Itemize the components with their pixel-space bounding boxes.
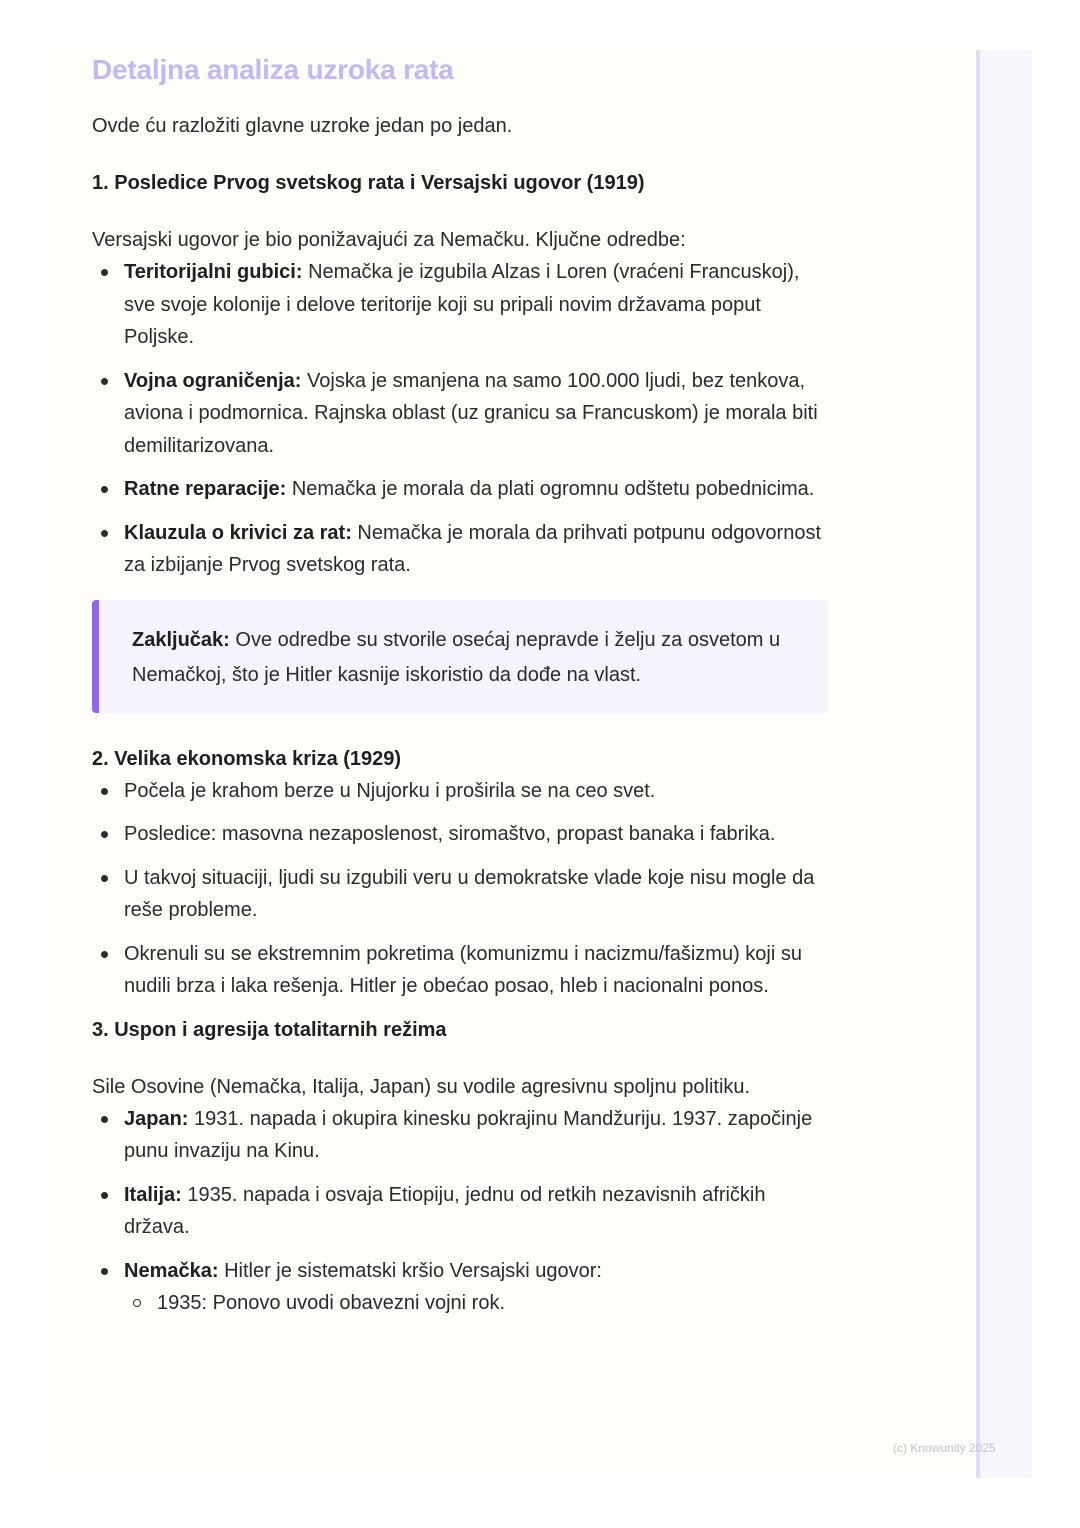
list-item <box>92 1103 832 1168</box>
list-item <box>92 1179 832 1244</box>
list-item <box>92 256 832 354</box>
callout-label: Zaključak: <box>132 628 230 651</box>
list-item-label: Ratne reparacije: <box>124 478 287 500</box>
section-1-list <box>92 256 832 582</box>
list-item-label: Vojna ograničenja: <box>124 369 302 392</box>
list-item <box>92 473 832 506</box>
list-item <box>92 1255 832 1320</box>
side-panel <box>976 50 1032 1478</box>
list-item: Posledice: masovna nezaposlenost, siromaštvo, propast banaka i fabrika. <box>92 818 832 851</box>
list-item <box>92 365 832 463</box>
list-item-text: Nemačka je izgubila Alzas i Loren (vraćeni Francuskoj), sve svoje kolonije i delove teritorije koji su pripali novim državama poput Poljske. <box>124 261 800 348</box>
list-item-text: Vojska je smanjena na samo 100.000 ljudi, bez tenkova, aviona i podmornica. Rajnska oblast (uz granicu sa Francuskom) je morala biti demilitarizovana. <box>124 369 818 457</box>
list-item-text: Nemačka je morala da prihvati potpunu odgovornost za izbijanje Prvog svetskog rata. <box>124 521 822 576</box>
section-1-heading: 1. Posledice Prvog svetskog rata i Versajski ugovor (1919) <box>92 172 645 194</box>
list-item-text: 1931. napada i okupira kinesku pokrajinu Mandžuriju. 1937. započinje punu invaziju na Kinu. <box>124 1107 813 1162</box>
list-item: U takvoj situaciji, ljudi su izgubili veru u demokratske vlade koje nisu mogle da reše probleme. <box>92 862 832 927</box>
copyright-watermark: (c) Knowunity 2025 <box>893 1441 996 1455</box>
list-item-text: Hitler je sistematski kršio Versajski ugovor: <box>218 1259 602 1282</box>
list-item: Okrenuli su se ekstremnim pokretima (komunizmu i nacizmu/fašizmu) koji su nudili brza i laka rešenja. Hitler je obećao posao, hleb i nacionalni ponos. <box>92 938 832 1003</box>
list-item-text: Nemačka je morala da plati ogromnu odštetu pobednicima. <box>286 478 815 500</box>
intro-paragraph: Ovde ću razložiti glavne uzroke jedan po jedan. <box>92 115 513 137</box>
list-item-text: 1935. napada i osvaja Etiopiju, jednu od retkih nezavisnih afričkih država. <box>124 1183 766 1238</box>
section-3-list <box>92 1103 832 1320</box>
list-item-label: Nemačka: <box>124 1259 219 1282</box>
list-item-label: Teritorijalni gubici: <box>124 261 303 283</box>
list-item <box>92 517 832 582</box>
list-item: Počela je krahom berze u Njujorku i proširila se na ceo svet. <box>92 775 832 808</box>
document-content <box>92 50 832 1331</box>
section-2-heading: 2. Velika ekonomska kriza (1929) <box>92 747 402 770</box>
list-item-label: Klauzula o krivici za rat: <box>124 521 352 544</box>
callout-text: Ove odredbe su stvorile osećaj nepravde i želju za osvetom u Nemačkoj, što je Hitler kasnije iskoristio da dođe na vlast. <box>132 628 781 686</box>
page-title: Detaljna analiza uzroka rata <box>92 54 454 85</box>
list-item-label: Japan: <box>124 1107 189 1130</box>
nested-list <box>124 1287 832 1320</box>
section-2-list <box>92 775 832 1003</box>
nested-list-item: 1935: Ponovo uvodi obavezni vojni rok. <box>124 1287 832 1320</box>
list-item-label: Italija: <box>124 1183 182 1206</box>
section-3-lead: Sile Osovine (Nemačka, Italija, Japan) su vodile agresivnu spoljnu politiku. <box>92 1075 751 1098</box>
section-1-lead: Versajski ugovor je bio ponižavajući za Nemačku. Ključne odredbe: <box>92 229 686 251</box>
section-3-heading: 3. Uspon i agresija totalitarnih režima <box>92 1018 447 1041</box>
conclusion-callout <box>92 600 828 713</box>
